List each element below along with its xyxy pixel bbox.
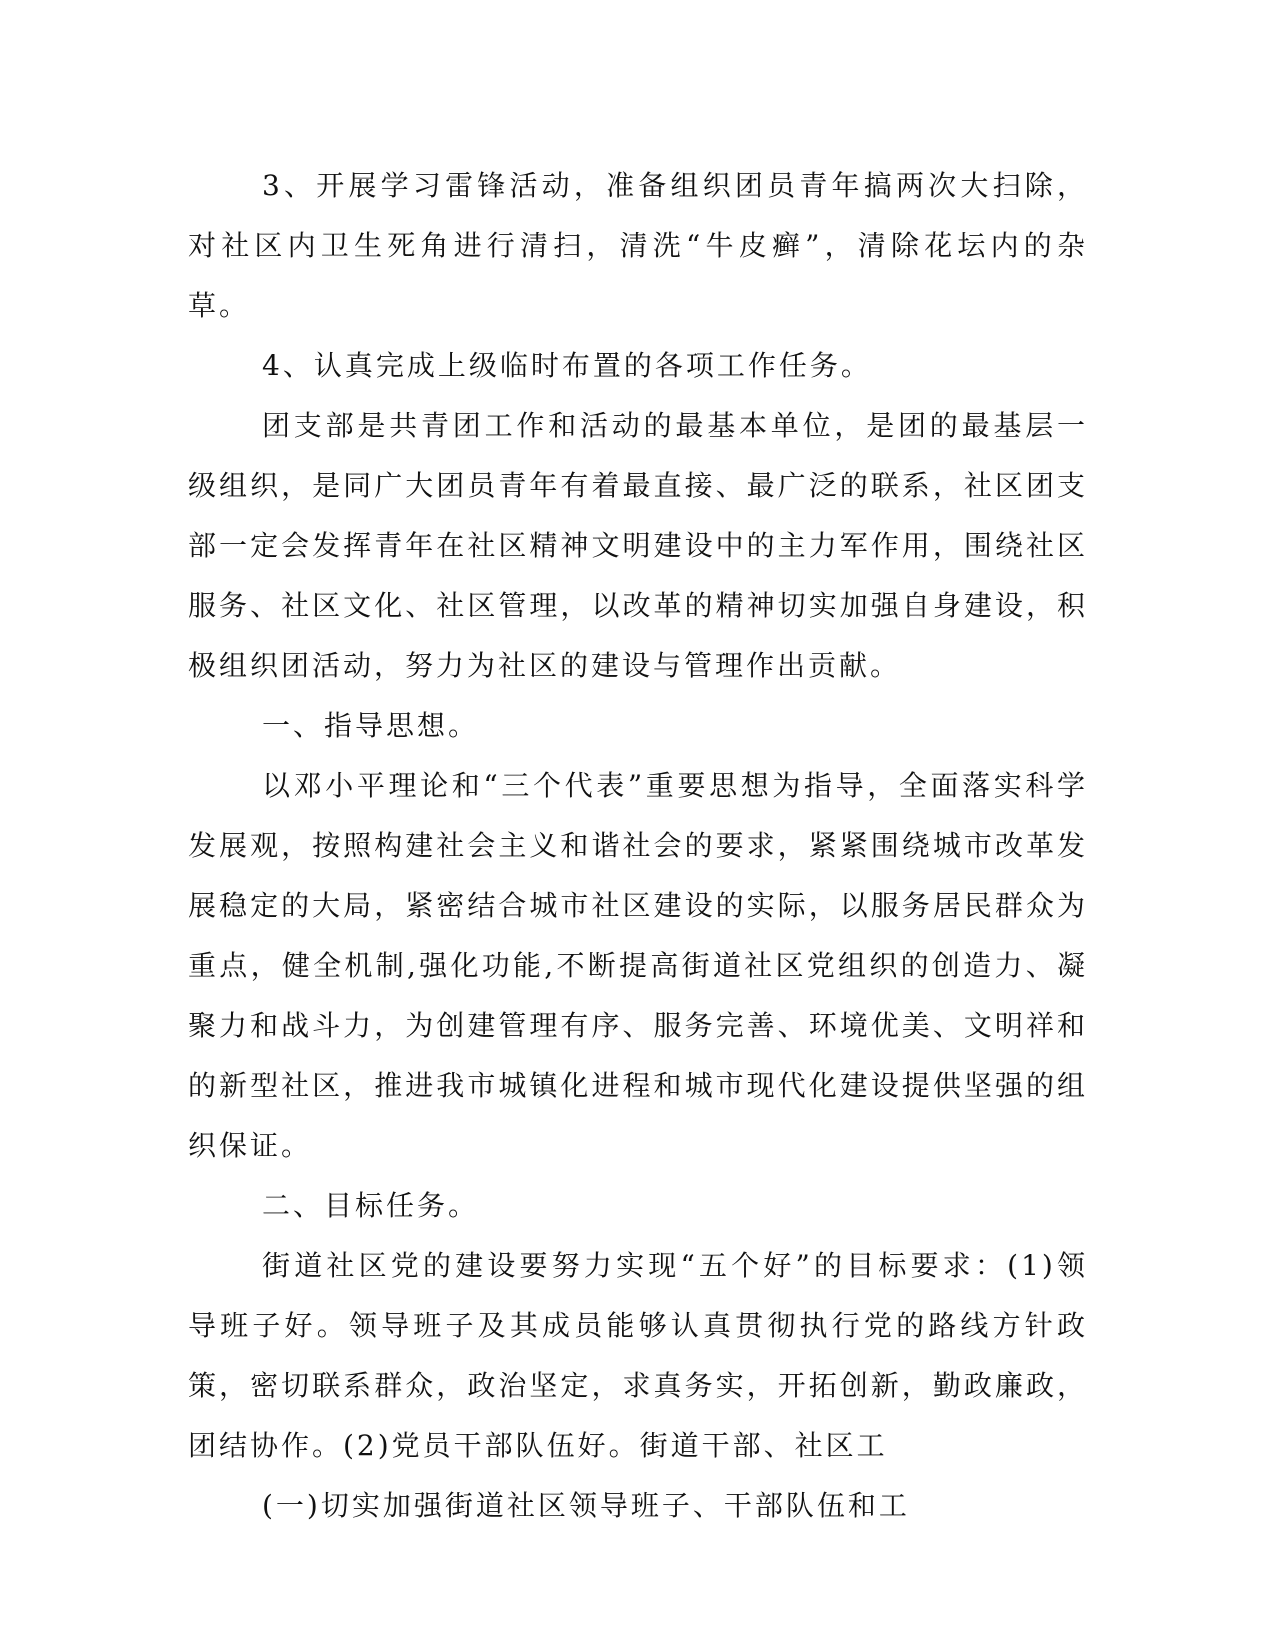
section-heading-targets: 二、目标任务。 — [262, 1189, 480, 1222]
paragraph-item-4: 4、认真完成上级临时布置的各项工作任务。 — [262, 349, 872, 382]
paragraph-targets: 街道社区党的建设要努力实现“五个好”的目标要求：(1)领导班子好。领导班子及其成员能够认真贯彻执行党的路线方针政策，密切联系群众，政治坚定，求真务实，开拓创新，勤政廉政，团结协作。(2)党员干部队伍好。街道干部、社区工 — [188, 1249, 1088, 1462]
paragraph-league-branch: 团支部是共青团工作和活动的最基本单位，是团的最基层一级组织，是同广大团员青年有着最直接、最广泛的联系，社区团支部一定会发挥青年在社区精神文明建设中的主力军作用，围绕社区服务、社区文化、社区管理，以改革的精神切实加强自身建设，积极组织团活动，努力为社区的建设与管理作出贡献。 — [188, 409, 1088, 682]
section-heading-guiding-ideology: 一、指导思想。 — [262, 709, 480, 742]
document-body — [188, 156, 1088, 1536]
paragraph-item-3: 3、开展学习雷锋活动，准备组织团员青年搞两次大扫除，对社区内卫生死角进行清扫，清洗“牛皮癣”，清除花坛内的杂草。 — [188, 169, 1088, 322]
paragraph-subsection-one: (一)切实加强街道社区领导班子、干部队伍和工 — [262, 1489, 910, 1522]
paragraph-guiding-ideology: 以邓小平理论和“三个代表”重要思想为指导，全面落实科学发展观，按照构建社会主义和谐社会的要求，紧紧围绕城市改革发展稳定的大局，紧密结合城市社区建设的实际，以服务居民群众为重点，健全机制,强化功能,不断提高街道社区党组织的创造力、凝聚力和战斗力，为创建管理有序、服务完善、环境优美、文明祥和的新型社区，推进我市城镇化进程和城市现代化建设提供坚强的组织保证。 — [188, 769, 1088, 1162]
